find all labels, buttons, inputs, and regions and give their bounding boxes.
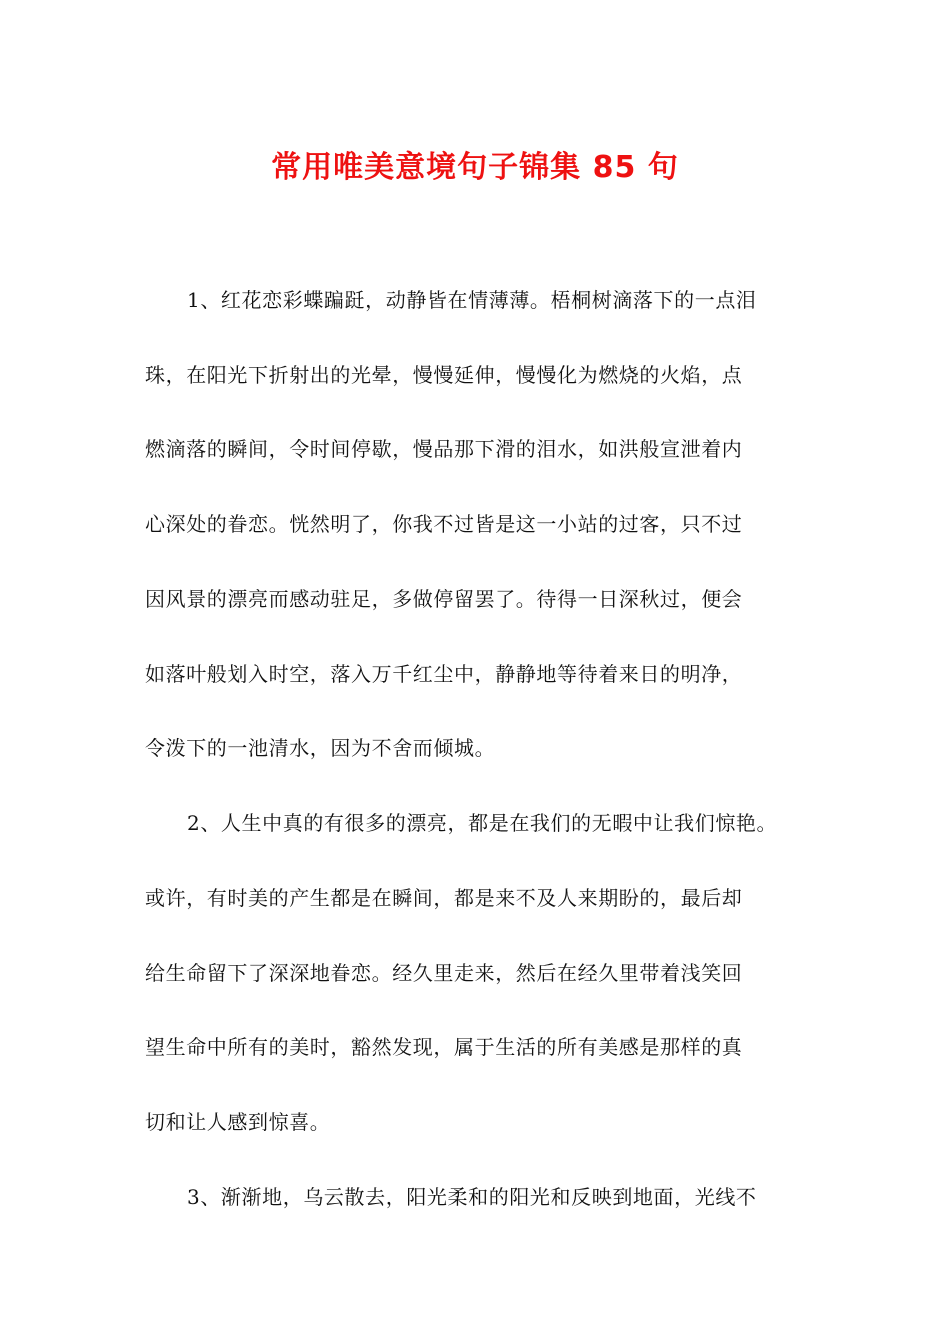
paragraph-1-line-3: 燃滴落的瞬间，令时间停歇，慢品那下滑的泪水，如洪般宣泄着内 [145, 437, 743, 461]
paragraph-1-line-4: 心深处的眷恋。恍然明了，你我不过皆是这一小站的过客，只不过 [145, 512, 743, 536]
paragraph-1-line-2: 珠，在阳光下折射出的光晕，慢慢延伸，慢慢化为燃烧的火焰，点 [145, 363, 743, 387]
paragraph-1-line-1: 1、红花恋彩蝶蹁跹，动静皆在情薄薄。梧桐树滴落下的一点泪 [187, 288, 757, 312]
paragraph-1-line-7: 令泼下的一池清水，因为不舍而倾城。 [145, 736, 496, 760]
paragraph-2-line-3: 给生命留下了深深地眷恋。经久里走来，然后在经久里带着浅笑回 [145, 961, 743, 985]
paragraph-2-line-5: 切和让人感到惊喜。 [145, 1110, 331, 1134]
paragraph-2-line-1: 2、人生中真的有很多的漂亮，都是在我们的无暇中让我们惊艳。 [187, 811, 778, 835]
paragraph-1-line-6: 如落叶般划入时空，落入万千红尘中，静静地等待着来日的明净， [145, 662, 743, 686]
document-title: 常用唯美意境句子锦集 85 句 [271, 150, 679, 185]
paragraph-1-line-5: 因风景的漂亮而感动驻足，多做停留罢了。待得一日深秋过，便会 [145, 587, 743, 611]
paragraph-2-line-4: 望生命中所有的美时，豁然发现，属于生活的所有美感是那样的真 [145, 1035, 743, 1059]
paragraph-2-line-2: 或许，有时美的产生都是在瞬间，都是来不及人来期盼的，最后却 [145, 886, 743, 910]
paragraph-3-line-1: 3、渐渐地，乌云散去，阳光柔和的阳光和反映到地面，光线不 [187, 1185, 757, 1209]
